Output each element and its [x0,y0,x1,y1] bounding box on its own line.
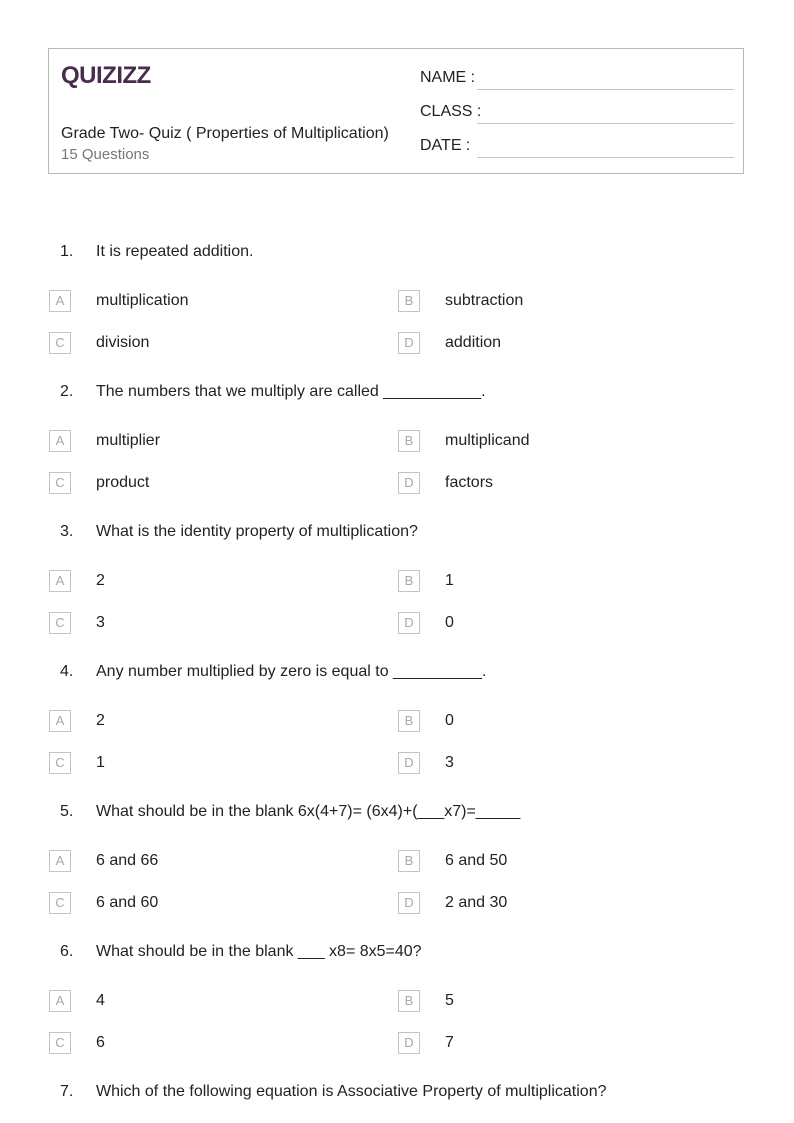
option-c-text: 3 [96,614,105,631]
option-d-text: factors [445,474,494,491]
option-d-text: addition [445,334,502,351]
option-b-box[interactable]: B [398,990,420,1012]
option-a-text: multiplier [96,432,161,449]
quizizz-logo [61,59,153,89]
question-number: 3. [60,523,74,540]
question-text: Which of the following equation is Associative Property of multiplication? [96,1083,607,1100]
option-c-text: 6 and 60 [96,894,159,911]
option-b-box[interactable]: B [398,570,420,592]
option-d-box[interactable]: D [398,472,420,494]
option-d-box[interactable]: D [398,332,420,354]
option-b-box[interactable]: B [398,290,420,312]
question-number: 7. [60,1083,74,1100]
question-count: 15 Questions [61,146,150,163]
option-a-text: 6 and 66 [96,852,159,869]
name-field[interactable] [420,69,734,93]
option-a-text: 2 [96,572,105,589]
question-number: 5. [60,803,74,820]
question-text: What should be in the blank ___ x8= 8x5=40? [96,943,422,960]
option-c-text: 6 [96,1034,105,1051]
option-b-text: 0 [445,712,454,729]
option-c-text: division [96,334,150,351]
option-b-box[interactable]: B [398,430,420,452]
option-d-text: 3 [445,754,454,771]
option-c-box[interactable]: C [49,332,71,354]
question-text: The numbers that we multiply are called ___________. [96,383,486,400]
date-line[interactable] [477,157,734,158]
option-c-box[interactable]: C [49,892,71,914]
option-a-text: 4 [96,992,105,1009]
option-b-text: 5 [445,992,454,1009]
option-b-box[interactable]: B [398,850,420,872]
name-label: NAME : [420,69,476,86]
name-line[interactable] [477,89,734,90]
option-a-box[interactable]: A [49,990,71,1012]
option-d-text: 0 [445,614,454,631]
option-a-box[interactable]: A [49,290,71,312]
option-c-box[interactable]: C [49,612,71,634]
option-c-text: 1 [96,754,105,771]
option-c-box[interactable]: C [49,472,71,494]
option-a-box[interactable]: A [49,710,71,732]
question-text: Any number multiplied by zero is equal to __________. [96,663,487,680]
date-label: DATE : [420,137,471,154]
question-text: What is the identity property of multiplication? [96,523,418,540]
question-number: 6. [60,943,74,960]
option-a-box[interactable]: A [49,570,71,592]
option-d-box[interactable]: D [398,892,420,914]
question-text: What should be in the blank 6x(4+7)= (6x4)+(___x7)=_____ [96,803,521,820]
option-b-text: multiplicand [445,432,530,449]
option-b-text: 1 [445,572,454,589]
option-d-text: 2 and 30 [445,894,508,911]
option-a-box[interactable]: A [49,850,71,872]
question-number: 4. [60,663,74,680]
class-field[interactable] [420,103,734,127]
option-d-box[interactable]: D [398,752,420,774]
option-b-text: 6 and 50 [445,852,508,869]
option-d-box[interactable]: D [398,1032,420,1054]
option-d-text: 7 [445,1034,454,1051]
option-a-text: multiplication [96,292,189,309]
worksheet-header [48,48,744,174]
option-b-text: subtraction [445,292,524,309]
option-a-text: 2 [96,712,105,729]
class-line[interactable] [477,123,734,124]
question-number: 2. [60,383,74,400]
logo-text: QUIZIZZ [61,62,151,89]
date-field[interactable] [420,137,734,161]
class-label: CLASS : [420,103,482,120]
option-c-box[interactable]: C [49,752,71,774]
option-c-box[interactable]: C [49,1032,71,1054]
quiz-title: Grade Two- Quiz ( Properties of Multiplication) [61,125,389,142]
option-c-text: product [96,474,150,491]
option-a-box[interactable]: A [49,430,71,452]
question-text: It is repeated addition. [96,243,254,260]
option-d-box[interactable]: D [398,612,420,634]
option-b-box[interactable]: B [398,710,420,732]
question-number: 1. [60,243,74,260]
